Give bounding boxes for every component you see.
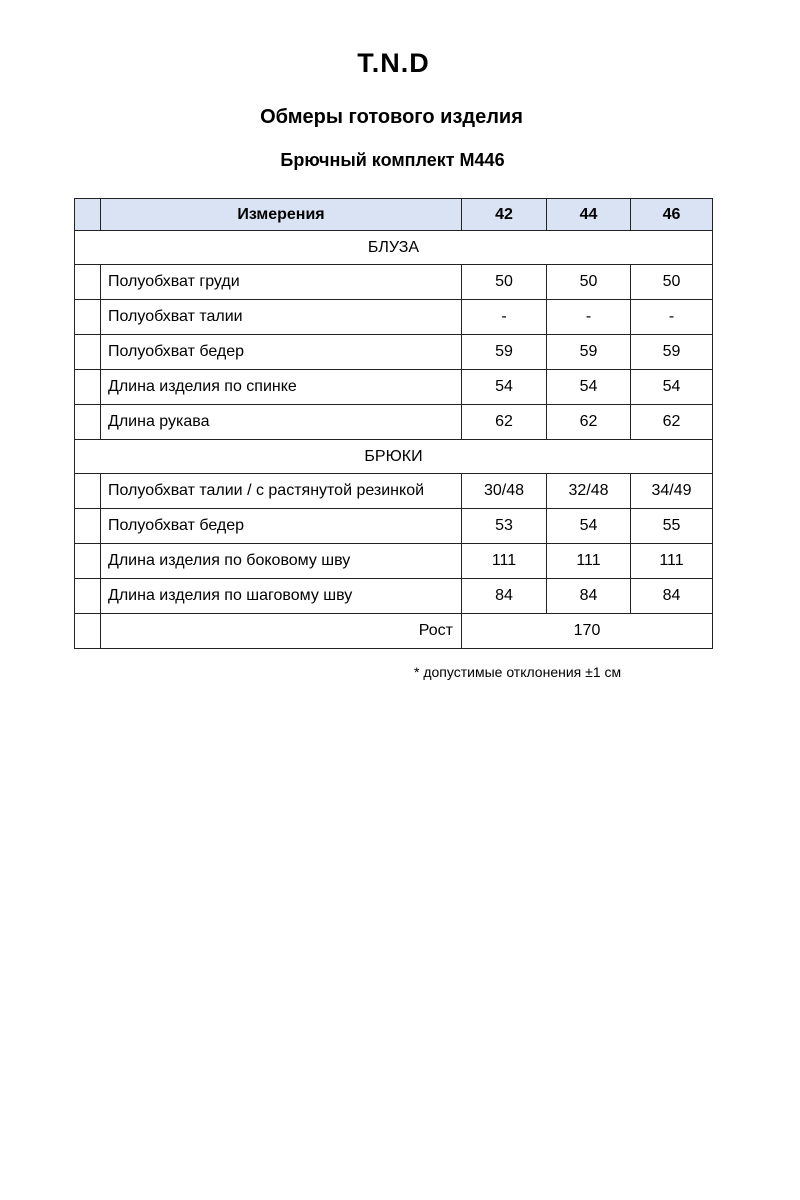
row-value-44: 54 bbox=[547, 509, 631, 544]
header-size-44: 44 bbox=[547, 199, 631, 231]
row-marker-cell bbox=[75, 579, 101, 614]
row-value-46: 50 bbox=[631, 265, 713, 300]
row-value-46: 62 bbox=[631, 405, 713, 440]
row-marker-cell bbox=[75, 370, 101, 405]
height-label: Рост bbox=[101, 614, 462, 649]
row-value-42: 53 bbox=[462, 509, 547, 544]
table-row bbox=[75, 579, 713, 614]
row-value-42: 111 bbox=[462, 544, 547, 579]
row-label: Полуобхват бедер bbox=[101, 509, 462, 544]
row-marker-cell bbox=[75, 265, 101, 300]
row-value-46: 111 bbox=[631, 544, 713, 579]
row-label: Длина изделия по боковому шву bbox=[101, 544, 462, 579]
table-row bbox=[75, 265, 713, 300]
row-value-42: 54 bbox=[462, 370, 547, 405]
tolerance-footnote: * допустимые отклонения ±1 см bbox=[414, 664, 622, 680]
row-value-44: 59 bbox=[547, 335, 631, 370]
row-value-44: 111 bbox=[547, 544, 631, 579]
height-row bbox=[75, 614, 713, 649]
row-value-44: 54 bbox=[547, 370, 631, 405]
table-row bbox=[75, 300, 713, 335]
row-value-44: 62 bbox=[547, 405, 631, 440]
row-label: Полуобхват талии / с растянутой резинкой bbox=[101, 474, 462, 509]
row-marker-cell bbox=[75, 614, 101, 649]
row-label: Полуобхват груди bbox=[101, 265, 462, 300]
row-value-46: 55 bbox=[631, 509, 713, 544]
row-value-46: - bbox=[631, 300, 713, 335]
row-marker-cell bbox=[75, 405, 101, 440]
section-title-blouse: БЛУЗА bbox=[75, 231, 713, 265]
row-marker-cell bbox=[75, 544, 101, 579]
table-header-row bbox=[75, 199, 713, 231]
row-marker-cell bbox=[75, 335, 101, 370]
row-value-46: 54 bbox=[631, 370, 713, 405]
brand-name: T.N.D bbox=[357, 48, 430, 78]
row-marker-cell bbox=[75, 474, 101, 509]
table-row bbox=[75, 544, 713, 579]
row-marker-cell bbox=[75, 300, 101, 335]
row-value-42: - bbox=[462, 300, 547, 335]
row-value-42: 30/48 bbox=[462, 474, 547, 509]
row-label: Полуобхват бедер bbox=[101, 335, 462, 370]
row-value-46: 34/49 bbox=[631, 474, 713, 509]
product-name: Брючный комплект М446 bbox=[280, 150, 505, 170]
row-value-44: - bbox=[547, 300, 631, 335]
table-row bbox=[75, 405, 713, 440]
table-row bbox=[75, 370, 713, 405]
row-label: Длина изделия по спинке bbox=[101, 370, 462, 405]
height-value: 170 bbox=[462, 614, 713, 649]
section-row-blouse bbox=[75, 231, 713, 265]
row-value-44: 50 bbox=[547, 265, 631, 300]
row-label: Длина рукава bbox=[101, 405, 462, 440]
row-value-42: 62 bbox=[462, 405, 547, 440]
table-row bbox=[75, 509, 713, 544]
row-label: Длина изделия по шаговому шву bbox=[101, 579, 462, 614]
section-row-trousers bbox=[75, 440, 713, 474]
header-measurements-label: Измерения bbox=[101, 199, 462, 231]
row-value-42: 50 bbox=[462, 265, 547, 300]
row-value-44: 84 bbox=[547, 579, 631, 614]
table-row bbox=[75, 474, 713, 509]
section-title-trousers: БРЮКИ bbox=[75, 440, 713, 474]
row-value-42: 59 bbox=[462, 335, 547, 370]
row-value-46: 84 bbox=[631, 579, 713, 614]
measurements-table bbox=[74, 198, 713, 649]
header-size-42: 42 bbox=[462, 199, 547, 231]
header-marker-cell bbox=[75, 199, 101, 231]
row-value-42: 84 bbox=[462, 579, 547, 614]
row-value-44: 32/48 bbox=[547, 474, 631, 509]
row-marker-cell bbox=[75, 509, 101, 544]
document-title: Обмеры готового изделия bbox=[260, 106, 523, 128]
row-label: Полуобхват талии bbox=[101, 300, 462, 335]
header-size-46: 46 bbox=[631, 199, 713, 231]
row-value-46: 59 bbox=[631, 335, 713, 370]
table-row bbox=[75, 335, 713, 370]
